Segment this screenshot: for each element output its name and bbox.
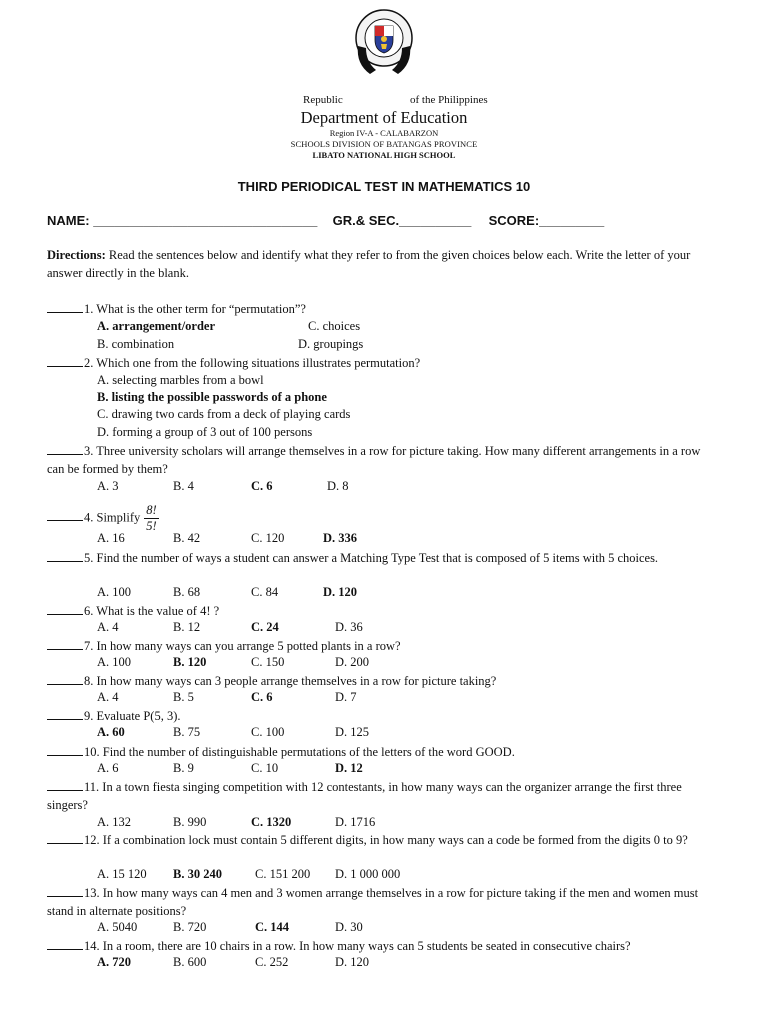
question-12: [47, 832, 717, 850]
choice-option: D. 125: [335, 725, 370, 739]
answer-blank[interactable]: [47, 355, 83, 367]
question-number: 1.: [84, 302, 97, 316]
choice-option: A. 100: [97, 585, 132, 599]
choice-option: C. 1320: [251, 815, 292, 829]
question-text: What is the other term for “permutation”?: [96, 302, 306, 316]
name-field: NAME: _______________________________: [47, 213, 318, 228]
question-text: Evaluate P(5, 3).: [96, 709, 181, 723]
choice-option: D. 30: [335, 920, 363, 934]
question-text: What is the value of 4! ?: [96, 604, 220, 618]
choice-option: B. 75: [173, 725, 201, 739]
choice-option: A. 3: [97, 479, 119, 493]
choice-option: B. 990: [173, 815, 207, 829]
choice-option: A. 132: [97, 815, 132, 829]
choice-option: C. 100: [251, 725, 285, 739]
choice-option: A. 6: [97, 761, 119, 775]
question-text: Which one from the following situations illustrates permutation?: [96, 356, 421, 370]
question-number: 5.: [84, 551, 97, 565]
choice-option: D. 1716: [335, 815, 376, 829]
answer-blank[interactable]: [47, 938, 83, 950]
question-number: 7.: [84, 639, 97, 653]
question-10: [47, 744, 515, 762]
answer-blank[interactable]: [47, 832, 83, 844]
question-number: 6.: [84, 604, 97, 618]
choice-option: B. 9: [173, 761, 194, 775]
choice-option: C. 6: [251, 690, 273, 704]
question-text: In a town fiesta singing competition with 12 contestants, in how many ways can the organizer arrange the first three singers?: [47, 780, 682, 812]
answer-blank[interactable]: [47, 550, 83, 562]
question-number: 8.: [84, 674, 97, 688]
question-number: 4.: [84, 510, 97, 525]
question-text: Find the number of ways a student can answer a Matching Type Test that is composed of 5 items with 5 choices.: [96, 551, 659, 565]
choice-option: C. 144: [255, 920, 290, 934]
choice-option: A. 4: [97, 690, 119, 704]
choice-option: B. 12: [173, 620, 201, 634]
choice-option: C. choices: [308, 319, 361, 333]
choice-option: C. 84: [251, 585, 279, 599]
question-3: [47, 443, 717, 478]
test-title: THIRD PERIODICAL TEST IN MATHEMATICS 10: [237, 179, 531, 194]
choice-option: C. 120: [251, 531, 285, 545]
choice-option: A. 15 120: [97, 867, 147, 881]
answer-blank[interactable]: [47, 885, 83, 897]
answer-blank[interactable]: [47, 301, 83, 313]
choice-option: A. selecting marbles from a bowl: [97, 373, 264, 387]
score-field: SCORE:_________: [488, 213, 605, 228]
choice-option: C. 151 200: [255, 867, 311, 881]
question-2: [47, 355, 420, 373]
choice-option: A. 720: [97, 955, 132, 969]
choice-option: C. 6: [251, 479, 273, 493]
region-text: Region IV-A - CALABARZON: [329, 128, 439, 138]
question-14: [47, 938, 631, 956]
choice-option: A. 5040: [97, 920, 138, 934]
question-9: [47, 708, 181, 726]
question-number: 9.: [84, 709, 97, 723]
fraction: [144, 503, 158, 534]
choice-option: A. 60: [97, 725, 125, 739]
question-1: [47, 301, 306, 319]
question-number: 10.: [84, 745, 103, 759]
question-number: 2.: [84, 356, 97, 370]
choice-option: D. 120: [335, 955, 370, 969]
choice-option: C. 252: [255, 955, 289, 969]
division-text: SCHOOLS DIVISION OF BATANGAS PROVINCE: [290, 139, 478, 149]
choice-option: B. 5: [173, 690, 194, 704]
choice-option: B. listing the possible passwords of a phone: [97, 390, 327, 404]
answer-blank[interactable]: [47, 509, 83, 521]
fraction-numerator: 8!: [146, 503, 157, 517]
question-4: [47, 503, 159, 534]
choice-option: B. 720: [173, 920, 207, 934]
answer-blank[interactable]: [47, 673, 83, 685]
choice-option: D. 200: [335, 655, 370, 669]
answer-blank[interactable]: [47, 744, 83, 756]
choice-option: D. 12: [335, 761, 363, 775]
question-text: Find the number of distinguishable permutations of the letters of the word GOOD.: [102, 745, 515, 759]
directions-label: Directions:: [47, 248, 106, 262]
choice-option: D. groupings: [298, 337, 364, 351]
answer-blank[interactable]: [47, 443, 83, 455]
choice-option: C. 150: [251, 655, 285, 669]
question-6: [47, 603, 219, 621]
question-13: [47, 885, 717, 920]
choice-option: D. 8: [327, 479, 349, 493]
question-number: 11.: [84, 780, 103, 794]
question-11: [47, 779, 717, 814]
question-number: 13.: [84, 886, 103, 900]
question-text: In how many ways can 4 men and 3 women arrange themselves in a row for picture taking if the men and women must stand in alternate positions?: [47, 886, 699, 918]
directions-text: Read the sentences below and identify what they refer to from the given choices below each. Write the letter of your answer directly in the blank.: [47, 248, 691, 280]
choice-option: B. 600: [173, 955, 207, 969]
question-text: Three university scholars will arrange themselves in a row for picture taking. How many different arrangements in a row can be formed by them?: [47, 444, 701, 476]
question-8: [47, 673, 496, 691]
choice-option: D. 7: [335, 690, 357, 704]
directions: [47, 246, 717, 282]
question-7: [47, 638, 401, 656]
question-number: 14.: [84, 939, 103, 953]
choice-option: C. 24: [251, 620, 279, 634]
question-text: In how many ways can 3 people arrange themselves in a row for picture taking?: [96, 674, 497, 688]
choice-option: D. forming a group of 3 out of 100 persons: [97, 425, 313, 439]
answer-blank[interactable]: [47, 708, 83, 720]
choice-option: C. drawing two cards from a deck of playing cards: [97, 407, 351, 421]
choice-option: B. combination: [97, 337, 175, 351]
choice-option: D. 120: [323, 585, 358, 599]
question-text: Simplify: [96, 510, 141, 525]
choice-option: D. 336: [323, 531, 358, 545]
choice-option: C. 10: [251, 761, 279, 775]
choice-option: A. 4: [97, 620, 119, 634]
choice-option: A. 100: [97, 655, 132, 669]
answer-blank[interactable]: [47, 603, 83, 615]
choice-option: A. arrangement/order: [97, 319, 216, 333]
fraction-denominator: 5!: [146, 519, 157, 533]
question-number: 12.: [84, 833, 103, 847]
question-number: 3.: [84, 444, 97, 458]
question-text: In a room, there are 10 chairs in a row. In how many ways can 5 students be seated in consecutive chairs?: [102, 939, 631, 953]
choice-option: A. 16: [97, 531, 125, 545]
question-text: In how many ways can you arrange 5 potted plants in a row?: [96, 639, 401, 653]
deped-seal-icon: [354, 8, 414, 90]
republic-left-text: Republic: [303, 94, 343, 106]
choice-option: B. 4: [173, 479, 194, 493]
republic-right-text: of the Philippines: [410, 94, 488, 106]
answer-blank[interactable]: [47, 638, 83, 650]
grade-section-field: GR.& SEC.__________: [332, 213, 472, 228]
choice-option: D. 36: [335, 620, 363, 634]
school-name: LIBATO NATIONAL HIGH SCHOOL: [312, 150, 456, 160]
choice-option: B. 30 240: [173, 867, 222, 881]
question-5: [47, 550, 717, 568]
choice-option: D. 1 000 000: [335, 867, 401, 881]
choice-option: B. 68: [173, 585, 201, 599]
answer-blank[interactable]: [47, 779, 83, 791]
choice-option: B. 42: [173, 531, 201, 545]
student-info-line: [47, 213, 604, 228]
question-text: If a combination lock must contain 5 different digits, in how many ways can a code be formed from the digits 0 to 9?: [102, 833, 688, 847]
choice-option: B. 120: [173, 655, 207, 669]
department-title: Department of Education: [300, 108, 468, 127]
